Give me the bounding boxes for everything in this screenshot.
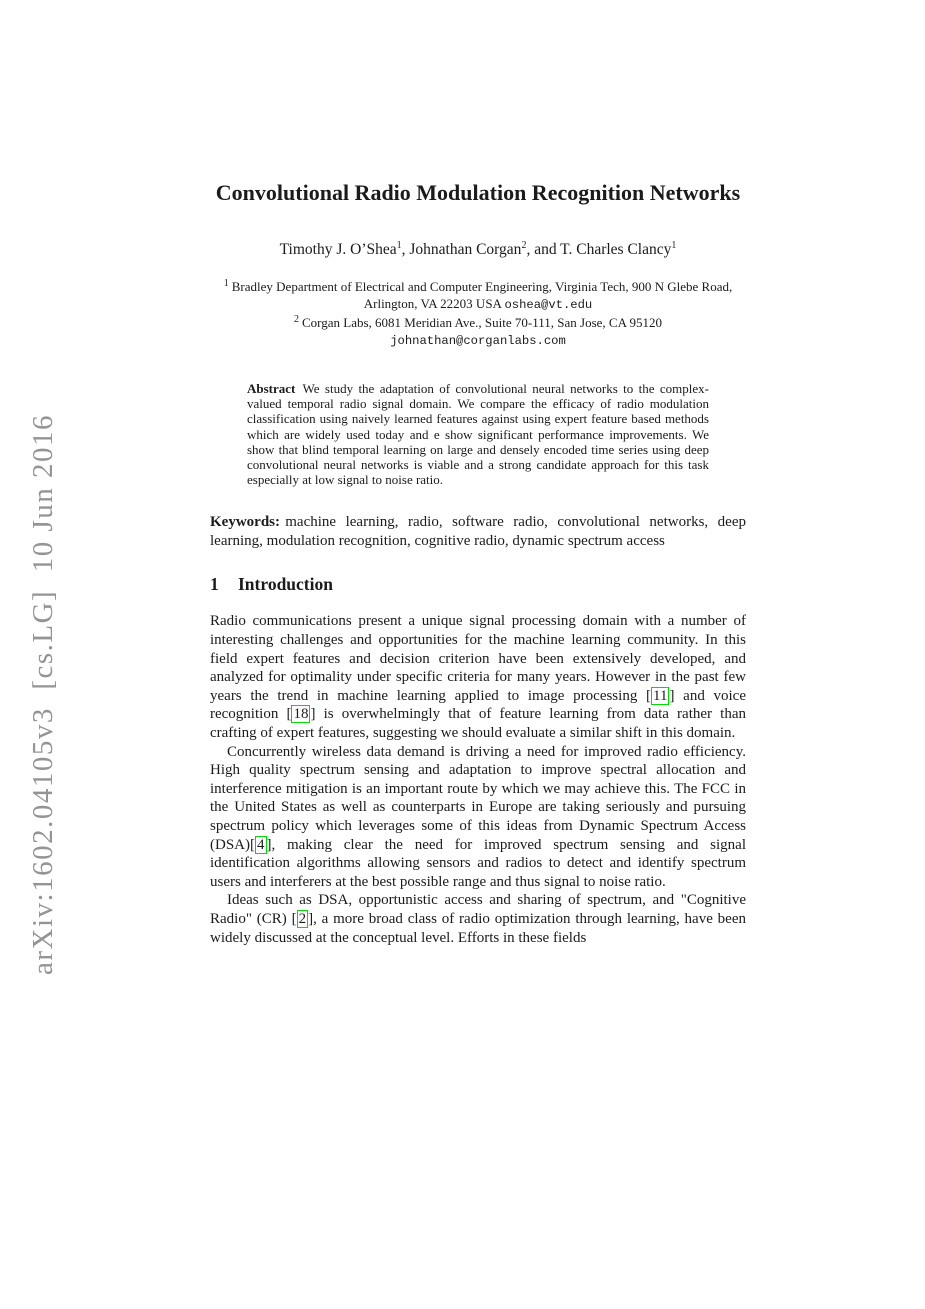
affiliation-2 xyxy=(210,314,746,350)
paragraph-text: ], making clear the need for improved spectrum sensing and signal identification algorithms allowing sensors and radios to detect and identify spectrum users and interferers at the best possible range and thus signal to noise ratio. xyxy=(210,836,746,890)
paragraph-text: Concurrently wireless data demand is driving a need for improved radio efficiency. High quality spectrum sensing and adaptation to improve spectral allocation and interference mitigation is an important route by which we may achieve this. The FCC in the United States as well as counterparts in Europe are taking seriously and pursuing spectrum policy which leverages some of this ideas from Dynamic Spectrum Access (DSA)[ xyxy=(210,743,746,853)
intro-paragraph-2 xyxy=(210,743,746,892)
keywords-text: machine learning, radio, software radio, convolutional networks, deep learning, modulation recognition, cognitive radio, dynamic spectrum access xyxy=(210,514,746,549)
abstract-label: Abstract xyxy=(247,381,296,396)
author-affiliation-mark-2: 2 xyxy=(521,239,527,251)
paragraph-text: Radio communications present a unique signal processing domain with a number of interesting challenges and opportunities for the machine learning community. In this field expert features and decision criterion have been extensively developed, and analyzed for optimality under specific criteria for many years. However in the past few years the trend in machine learning applied to image processing [ xyxy=(210,613,746,704)
citation-link-18[interactable]: 18 xyxy=(293,706,309,723)
paragraph-text: ] is overwhelmingly that of feature learning from data rather than crafting of expert features, suggesting we should evaluate a similar shift in this domain. xyxy=(210,706,746,741)
keywords-label: Keywords: xyxy=(210,514,280,531)
affiliation-text-1: Bradley Department of Electrical and Computer Engineering, Virginia Tech, 900 N Glebe Road, Arlington, VA 22203 USA xyxy=(231,279,733,311)
abstract-block xyxy=(247,381,709,487)
paper-title: Convolutional Radio Modulation Recognition Networks xyxy=(215,180,741,205)
citation-link-2[interactable]: 2 xyxy=(298,910,307,927)
paper-content xyxy=(210,179,746,947)
section-heading-introduction xyxy=(210,573,746,595)
paragraph-text: ] and voice recognition [ xyxy=(210,687,747,723)
author-name-3: T. Charles Clancy xyxy=(560,241,672,258)
affiliation-1 xyxy=(210,278,746,314)
citation-link-4[interactable]: 4 xyxy=(257,836,265,853)
affiliation-email-2: johnathan@corganlabs.com xyxy=(390,334,566,348)
author-separator: , xyxy=(401,241,410,258)
affiliation-text-2: Corgan Labs, 6081 Meridian Ave., Suite 70-111, San Jose, CA 95120 xyxy=(301,315,662,330)
affiliation-number-2: 2 xyxy=(293,313,299,325)
section-number: 1 xyxy=(210,574,219,595)
authors-line xyxy=(210,240,746,259)
author-name-2: Johnathan Corgan xyxy=(409,241,522,258)
affiliations-block xyxy=(210,278,746,350)
author-affiliation-mark-1: 1 xyxy=(396,239,402,251)
arxiv-watermark: arXiv:1602.04105v3 [cs.LG] 10 Jun 2016 xyxy=(27,413,59,975)
affiliation-number-1: 1 xyxy=(223,277,229,289)
intro-paragraph-3 xyxy=(210,891,746,947)
keywords-block xyxy=(210,513,746,550)
paragraph-text: ], a more broad class of radio optimization through learning, have been widely discussed at the conceptual level. Efforts in these fields xyxy=(210,910,746,946)
intro-paragraph-1 xyxy=(210,612,746,742)
paragraph-text: Ideas such as DSA, opportunistic access and sharing of spectrum, and "Cognitive Radio" (CR) [ xyxy=(210,892,746,927)
citation-link-11[interactable]: 11 xyxy=(653,687,668,704)
affiliation-email-1: oshea@vt.edu xyxy=(504,298,593,312)
section-title: Introduction xyxy=(238,574,333,595)
abstract-text: We study the adaptation of convolutional neural networks to the complex-valued temporal radio signal domain. We compare the efficacy of radio modulation classification using naively learned features against using expert feature based methods which are widely used today and e show significant performance improvements. We show that blind temporal learning on large and densely encoded time series using deep convolutional neural networks is viable and a strong candidate approach for this task especially at low signal to noise ratio. xyxy=(247,381,709,488)
author-affiliation-mark-3: 1 xyxy=(671,239,677,251)
author-name-1: Timothy J. O’Shea xyxy=(279,241,397,258)
author-separator: , and xyxy=(526,241,561,258)
